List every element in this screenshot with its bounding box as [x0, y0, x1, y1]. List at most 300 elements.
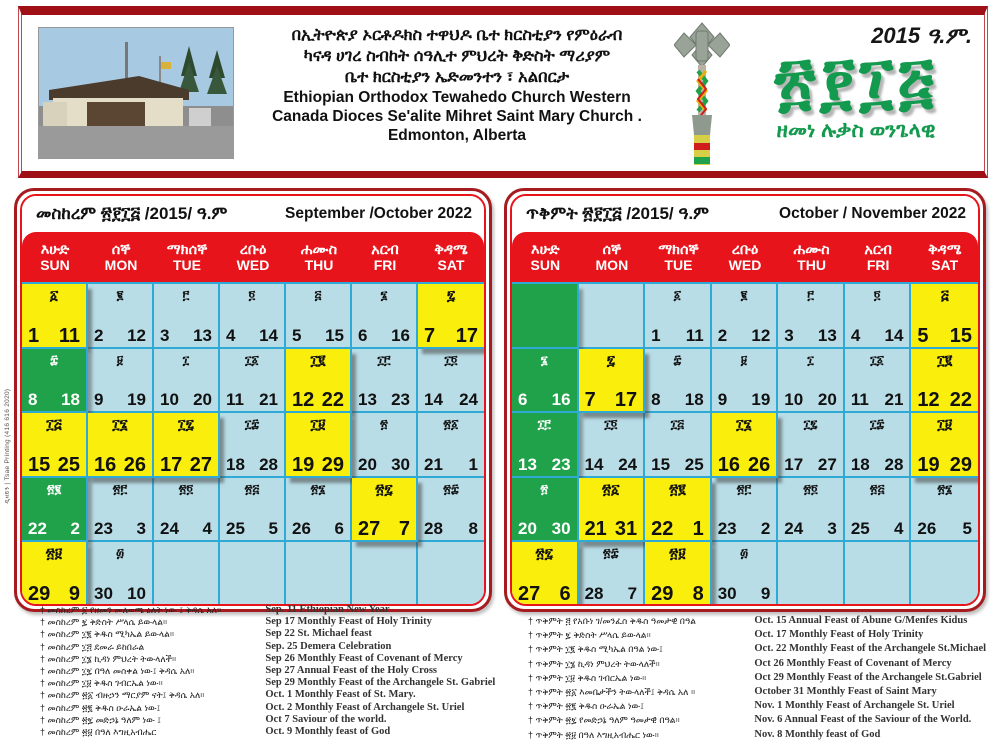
calendar-title-bar	[22, 196, 484, 232]
calendar-day-cell	[88, 284, 154, 349]
ethiopian-day-number: 29	[28, 582, 51, 605]
day-numbers	[222, 455, 282, 475]
calendar-day-cell	[645, 542, 712, 606]
day-numbers	[913, 390, 976, 410]
geez-day-numeral: ፳፬	[178, 481, 194, 496]
calendar-day-cell	[712, 542, 779, 606]
ethiopian-day-number: 5	[917, 324, 929, 347]
feast-note-line: † መስከረም ፯ ቅድስት ሥላሴ ይውላል።	[40, 617, 168, 628]
calendar-day-cell	[220, 349, 286, 414]
day-numbers	[714, 584, 775, 604]
day-numbers	[581, 519, 642, 539]
ethiopian-day-number: 30	[94, 583, 113, 603]
calendar-grid	[512, 282, 978, 606]
geez-day-numeral: ፲፩	[870, 352, 885, 367]
day-numbers	[420, 519, 482, 539]
gregorian-day-number: 10	[127, 583, 146, 603]
feast-note-line: † ጥቅምት ፲፪ ቅዱስ ሚካኤል በዓል ነው፤	[528, 644, 663, 655]
gregorian-day-number: 9	[68, 582, 80, 605]
weekday-amharic: ሐሙስ	[300, 241, 338, 258]
feast-note-line: Oct 29 Monthly Feast of the Archangele St.Gabriel	[754, 671, 982, 683]
geez-day-numeral: ፯	[606, 351, 616, 368]
calendar-day-cell	[512, 413, 579, 478]
calendar-title-amharic: ጥቅምት ፳፻፲፭ /2015/ ዓ.ም	[526, 204, 709, 223]
geez-day-numeral: ፭	[940, 287, 949, 303]
ethiopian-day-number: 17	[784, 454, 804, 474]
gregorian-day-number: 7	[398, 518, 410, 541]
geez-day-numeral: ፳፮	[310, 481, 326, 496]
gregorian-day-number: 24	[618, 454, 638, 474]
calendar-day-cell	[154, 413, 220, 478]
calendar-day-cell	[778, 284, 845, 349]
weekday-header-row	[512, 232, 978, 282]
ethiopian-day-number: 4	[850, 325, 861, 345]
geez-day-numeral: ፳፱	[669, 545, 686, 562]
geez-day-numeral: ፳፪	[669, 480, 686, 497]
geez-day-numeral: ፪	[740, 288, 748, 302]
gregorian-day-number: 30	[551, 519, 571, 539]
weekday-english: FRI	[373, 256, 397, 273]
day-numbers	[581, 390, 642, 410]
ethiopian-day-number: 17	[160, 453, 183, 476]
weekday-header	[418, 242, 484, 273]
geez-day-numeral: ፲	[807, 352, 814, 367]
geez-day-numeral: ፲፬	[604, 417, 618, 432]
geez-day-numeral: ፲፮	[112, 416, 128, 433]
day-numbers	[354, 519, 414, 539]
day-numbers	[420, 390, 482, 410]
geez-day-numeral: ፲፭	[46, 416, 62, 433]
weekday-amharic: እሁድ	[40, 241, 70, 258]
calendar-day-cell	[220, 478, 286, 543]
calendar-empty-cell	[512, 284, 579, 349]
calendar-empty-cell	[579, 284, 646, 349]
day-numbers	[780, 326, 841, 346]
gregorian-day-number: 13	[193, 325, 212, 345]
gregorian-day-number: 9	[760, 583, 771, 603]
geez-day-numeral: ፩	[49, 287, 59, 303]
geez-day-numeral: ፲፪	[310, 351, 326, 368]
day-numbers	[24, 519, 84, 539]
feast-note-line: Oct 7 Saviour of the world.	[265, 713, 387, 725]
gregorian-day-number: 6	[559, 582, 571, 605]
calendar-empty-cell	[286, 542, 352, 606]
feast-note-line: Sep. 11 Ethiopian New Year	[265, 604, 390, 615]
weekday-header-row	[22, 232, 484, 282]
geez-day-numeral: ፫	[182, 288, 190, 302]
day-numbers	[420, 455, 482, 475]
calendar-day-cell	[579, 349, 646, 414]
geez-day-numeral: ፱	[116, 352, 124, 367]
feast-note-line: † መስከረም ፳፯ መድኃኔ ዓለም ነው ፤	[40, 714, 161, 725]
weekday-header	[512, 242, 579, 273]
ethiopian-day-number: 29	[651, 582, 674, 605]
gregorian-day-number: 29	[321, 453, 344, 476]
day-numbers	[780, 390, 841, 410]
gregorian-day-number: 12	[751, 325, 771, 345]
feast-note-line: † ጥቅምት ፳፱ በዓለ እግዚአብሔር ነው።	[528, 729, 659, 740]
weekday-header	[22, 242, 88, 273]
weekday-amharic: አርብ	[371, 241, 399, 258]
ethiopian-day-number: 26	[917, 519, 937, 539]
geez-day-numeral: ፳፭	[869, 481, 885, 496]
calendar-day-cell	[286, 478, 352, 543]
calendar-day-cell	[352, 478, 418, 543]
ethiopian-day-number: 24	[784, 519, 804, 539]
calendar-day-cell	[845, 478, 912, 543]
day-numbers	[222, 519, 282, 539]
geez-day-numeral: ፳፭	[244, 481, 260, 496]
geez-day-numeral: ፲፫	[537, 417, 551, 432]
day-numbers	[354, 455, 414, 475]
gregorian-day-number: 24	[459, 390, 478, 410]
feast-note-line: † ጥቅምት ፲፱ ቅዱስ ገብርኤል ነው።	[528, 672, 647, 683]
gregorian-day-number: 4	[893, 519, 904, 539]
geez-day-numeral: ፲፰	[870, 417, 885, 432]
gregorian-day-number: 7	[627, 583, 638, 603]
calendar-panel-inner	[20, 194, 486, 606]
feast-note-line: Nov. 1 Monthly Feast of Archangele St. Uriel	[754, 700, 955, 712]
gregorian-day-number: 11	[58, 324, 80, 347]
gregorian-day-number: 16	[551, 390, 571, 410]
day-numbers	[24, 584, 84, 604]
calendar-empty-cell	[778, 542, 845, 606]
day-numbers	[714, 326, 775, 346]
ethiopian-day-number: 5	[292, 325, 302, 345]
church-name-english-1: Ethiopian Orthodox Tewahedo Church Western	[283, 89, 631, 106]
calendar-day-cell	[579, 413, 646, 478]
geez-day-numeral: ፳፱	[45, 545, 63, 562]
calendar-panel-tikimt	[504, 188, 986, 612]
day-numbers	[514, 584, 575, 604]
gregorian-day-number: 15	[325, 325, 344, 345]
feast-note-line: Sep 26 Monthly Feast of Covenant of Mercy	[265, 652, 463, 664]
geez-day-numeral: ፳	[380, 417, 388, 432]
feast-note-line: † ጥቅምት ፲፮ ኪዳነ ምህረት ትውላለች።	[528, 658, 660, 669]
ethiopian-day-number: 1	[28, 324, 40, 347]
gregorian-day-number: 16	[391, 325, 410, 345]
calendar-day-cell	[22, 349, 88, 414]
church-name-amharic-1: በኢትዮጵያ ኦርቶዶክስ ተዋህዶ ቤተ ክርስቲያን የምዕራብ	[291, 26, 623, 44]
church-name-amharic-2: ካናዳ ሀገረ ስብከት ሰዓሊተ ምህረት ቅድስት ማሪያም	[303, 47, 611, 65]
gregorian-day-number: 8	[692, 582, 704, 605]
day-numbers	[780, 519, 841, 539]
calendar-day-cell	[712, 413, 779, 478]
calendar-day-cell	[911, 413, 978, 478]
day-numbers	[156, 455, 216, 475]
calendar-day-cell	[418, 413, 484, 478]
geez-day-numeral: ፲	[182, 352, 190, 367]
geez-day-numeral: ፲፫	[377, 352, 391, 367]
feast-note-line: Sep. 25 Demera Celebration	[265, 640, 392, 652]
feast-notes-meskerem	[40, 604, 500, 738]
geez-day-numeral: ፬	[248, 288, 256, 302]
ethiopian-processional-cross	[674, 19, 730, 171]
day-numbers	[847, 455, 908, 475]
ethiopian-day-number: 11	[850, 390, 869, 410]
weekday-header	[220, 242, 286, 273]
geez-day-numeral: ፬	[873, 288, 881, 302]
ethiopian-day-number: 1	[651, 325, 661, 345]
gregorian-day-number: 22	[321, 389, 344, 412]
calendar-day-cell	[22, 284, 88, 349]
feast-note-line: Oct. 1 Monthly Feast of St. Mary.	[265, 689, 416, 701]
calendar-day-cell	[286, 284, 352, 349]
weekday-header	[911, 242, 978, 273]
geez-day-numeral: ፳፫	[736, 481, 752, 496]
ethiopian-day-number: 16	[717, 453, 740, 476]
weekday-amharic: ሰኞ	[111, 241, 131, 258]
calendar-day-cell	[352, 413, 418, 478]
geez-day-numeral: ፳፯	[535, 545, 554, 562]
day-numbers	[913, 519, 976, 539]
weekday-english: THU	[304, 256, 334, 273]
feast-note-line: † ጥቅምት ፯ ቅድስት ሥላሴ ይውላል።	[528, 630, 651, 641]
gregorian-day-number: 19	[127, 390, 146, 410]
calendar-day-cell	[778, 478, 845, 543]
geez-day-numeral: ፳፬	[803, 481, 818, 496]
ethiopian-day-number: 14	[424, 390, 443, 410]
day-numbers	[354, 390, 414, 410]
day-numbers	[354, 326, 414, 346]
geez-day-numeral: ፪	[116, 288, 124, 302]
weekday-header	[645, 242, 712, 273]
gregorian-day-number: 14	[884, 325, 904, 345]
ethiopian-day-number: 20	[358, 454, 377, 474]
gregorian-day-number: 21	[259, 390, 278, 410]
day-numbers	[288, 390, 348, 410]
geez-day-numeral: ፴	[115, 546, 125, 561]
geez-day-numeral: ፳፩	[443, 417, 459, 432]
feast-notes-tikimt	[528, 614, 990, 742]
cross-illustration	[674, 19, 730, 171]
calendar-day-cell	[712, 284, 779, 349]
ethiopian-day-number: 10	[160, 390, 179, 410]
ethiopian-day-number: 7	[584, 389, 596, 412]
weekday-header	[579, 242, 646, 273]
calendar-grid	[22, 282, 484, 606]
ethiopian-day-number: 8	[651, 390, 661, 410]
calendar-day-cell	[512, 542, 579, 606]
day-numbers	[647, 326, 708, 346]
ethiopian-day-number: 21	[584, 518, 607, 541]
feast-note-line: † መስከረም ፳፪ ቅዱስ ዑራኤል ነው፤	[40, 702, 161, 713]
ethiopian-day-number: 14	[584, 454, 604, 474]
calendar-day-cell	[778, 413, 845, 478]
geez-day-numeral: ፲፯	[178, 416, 194, 433]
geez-day-numeral: ፳	[540, 481, 549, 496]
gregorian-day-number: 26	[748, 453, 771, 476]
gregorian-day-number: 25	[57, 453, 80, 476]
gregorian-day-number: 1	[468, 454, 478, 474]
geez-day-numeral: ፩	[673, 288, 682, 302]
weekday-amharic: ሐሙስ	[793, 241, 830, 258]
calendar-empty-cell	[845, 542, 912, 606]
geez-day-numeral: ፳፪	[46, 481, 62, 496]
feast-note-line: † መስከረም ፲፪ ቅዱስ ሚካኤል ይውላል።	[40, 629, 175, 640]
geez-year-numerals: ፳፻፲፭	[774, 45, 938, 117]
gregorian-day-number: 17	[614, 389, 638, 412]
geez-day-numeral: ፳፯	[375, 480, 393, 497]
calendar-empty-cell	[418, 542, 484, 606]
weekday-header	[845, 242, 912, 273]
gregorian-day-number: 28	[259, 454, 278, 474]
calendar-day-cell	[418, 284, 484, 349]
day-numbers	[90, 455, 150, 475]
feast-note-line: † መስከረም ፳፱ በዓለ እግዚአብሔር	[40, 727, 157, 738]
ethiopian-day-number: 9	[717, 390, 728, 410]
weekday-english: TUE	[173, 256, 201, 273]
day-numbers	[288, 519, 348, 539]
ethiopian-day-number: 3	[160, 325, 170, 345]
weekday-english: TUE	[664, 256, 693, 273]
geez-day-numeral: ፲፬	[444, 352, 458, 367]
geez-day-numeral: ፱	[740, 352, 748, 367]
geez-day-numeral: ፳፩	[602, 480, 620, 497]
gregorian-day-number: 6	[334, 519, 344, 539]
gregorian-day-number: 3	[136, 519, 146, 539]
weekday-header	[154, 242, 220, 273]
day-numbers	[90, 584, 150, 604]
feast-note-line: Oct 26 Monthly Feast of Covenant of Mercy	[754, 657, 952, 669]
calendar-day-cell	[88, 478, 154, 543]
ethiopian-day-number: 6	[518, 390, 528, 410]
day-numbers	[514, 455, 575, 475]
feast-note-line: Oct. 2 Monthly Feast of Archangele St. Uriel	[265, 701, 465, 713]
day-numbers	[514, 390, 575, 410]
ethiopian-day-number: 13	[518, 454, 537, 474]
ethiopian-day-number: 15	[651, 454, 671, 474]
ethiopian-day-number: 23	[717, 519, 737, 539]
ethiopian-day-number: 12	[292, 389, 315, 412]
gregorian-day-number: 19	[751, 390, 771, 410]
calendar-day-cell	[22, 478, 88, 543]
weekday-amharic: ረቡዕ	[239, 241, 267, 258]
day-numbers	[913, 455, 976, 475]
day-numbers	[222, 390, 282, 410]
feast-note-line: † መስከረም ፳፩ ብዙኃን ማርያም ናት፤ ቅዳሴ አለ።	[40, 690, 205, 701]
geez-day-numeral: ፮	[540, 352, 548, 367]
calendar-day-cell	[845, 349, 912, 414]
gregorian-day-number: 11	[685, 325, 704, 345]
weekday-english: MON	[104, 256, 138, 273]
geez-day-numeral: ፲፯	[803, 417, 818, 432]
day-numbers	[581, 455, 642, 475]
gregorian-day-number: 1	[692, 518, 704, 541]
ethiopian-day-number: 7	[424, 324, 436, 347]
day-numbers	[24, 326, 84, 346]
day-numbers	[714, 390, 775, 410]
day-numbers	[780, 455, 841, 475]
gregorian-day-number: 31	[614, 518, 638, 541]
gregorian-day-number: 14	[259, 325, 278, 345]
ethiopian-day-number: 25	[850, 519, 870, 539]
calendar-day-cell	[645, 478, 712, 543]
calendar-day-cell	[911, 478, 978, 543]
ethiopian-day-number: 18	[850, 454, 870, 474]
gregorian-day-number: 18	[684, 390, 704, 410]
gregorian-day-number: 26	[123, 453, 146, 476]
day-numbers	[24, 390, 84, 410]
day-numbers	[24, 455, 84, 475]
weekday-english: SAT	[931, 256, 959, 273]
feast-notes-amharic-column	[528, 614, 754, 742]
calendar-day-cell	[579, 478, 646, 543]
gregorian-day-number: 23	[391, 390, 410, 410]
gregorian-year-label: 2015 ዓ.ም.	[871, 23, 972, 48]
geez-day-numeral: ፲፭	[670, 417, 685, 432]
calendar-day-cell	[645, 349, 712, 414]
gregorian-day-number: 27	[189, 453, 212, 476]
gregorian-day-number: 23	[551, 454, 571, 474]
ethiopian-day-number: 23	[94, 519, 113, 539]
ethiopian-day-number: 25	[226, 519, 245, 539]
calendar-day-cell	[352, 349, 418, 414]
gregorian-day-number: 17	[455, 324, 478, 347]
ethiopian-day-number: 9	[94, 390, 104, 410]
geez-day-numeral: ፲፱	[937, 416, 953, 433]
ethiopian-day-number: 19	[292, 453, 315, 476]
ethiopian-day-number: 27	[358, 518, 381, 541]
weekday-amharic: ቅዳሜ	[434, 241, 468, 258]
geez-day-numeral: ፳፰	[603, 546, 619, 561]
gregorian-day-number: 27	[817, 454, 837, 474]
ethiopian-day-number: 6	[358, 325, 368, 345]
feast-note-line: † መስከረም ፲፭ ደመራ ይከበራል	[40, 641, 145, 652]
day-numbers	[156, 390, 216, 410]
weekday-english: SUN	[530, 256, 561, 273]
calendar-day-cell	[286, 349, 352, 414]
ethiopian-day-number: 26	[292, 519, 311, 539]
calendar-day-cell	[154, 349, 220, 414]
calendar-day-cell	[579, 542, 646, 606]
feast-note-line: Sep 29 Monthly Feast of the Archangele St. Gabriel	[265, 677, 496, 689]
geez-day-numeral: ፲፩	[245, 352, 259, 367]
zemene-lukas-motto: ዘመነ ሉቃስ ወንጌላዊ	[776, 119, 936, 142]
gregorian-day-number: 20	[193, 390, 212, 410]
gregorian-day-number: 28	[884, 454, 904, 474]
calendar-empty-cell	[220, 542, 286, 606]
weekday-amharic: ረቡዕ	[731, 241, 759, 258]
ethiopian-day-number: 24	[160, 519, 179, 539]
feast-notes-amharic-column	[40, 604, 265, 738]
day-numbers	[581, 584, 642, 604]
calendar-day-cell	[352, 284, 418, 349]
feast-note-line: Nov. 8 Monthly feast of God	[754, 728, 881, 740]
calendar-title-english: October / November 2022	[779, 205, 966, 222]
gregorian-day-number: 30	[391, 454, 410, 474]
weekday-english: SAT	[437, 256, 465, 273]
gregorian-day-number: 5	[962, 519, 972, 539]
ethiopian-day-number: 30	[717, 583, 737, 603]
feast-note-line: † መስከረም ፲፱ ቅዱስ ገብርኤል ነው።	[40, 678, 163, 689]
calendar-empty-cell	[352, 542, 418, 606]
ethiopian-day-number: 22	[651, 518, 674, 541]
feast-note-line: † ጥቅምት ፳፯ የመድኃኔ ዓለም ዓመታዊ በዓል።	[528, 715, 680, 726]
weekday-header	[88, 242, 154, 273]
church-name-english-3: Edmonton, Alberta	[387, 127, 527, 144]
calendar-day-cell	[645, 284, 712, 349]
calendar-day-cell	[88, 413, 154, 478]
ethiopian-day-number: 16	[94, 453, 117, 476]
feast-notes-english-column	[754, 614, 990, 742]
ethiopian-day-number: 11	[226, 390, 244, 410]
gregorian-day-number: 18	[61, 390, 80, 410]
calendar-day-cell	[712, 478, 779, 543]
calendar-day-cell	[512, 349, 579, 414]
feast-note-line: † ጥቅምት ፳፩ እመቤታችን ትውላለች፤ ቅዳሴ አለ ።	[528, 687, 696, 698]
gregorian-day-number: 2	[760, 519, 771, 539]
